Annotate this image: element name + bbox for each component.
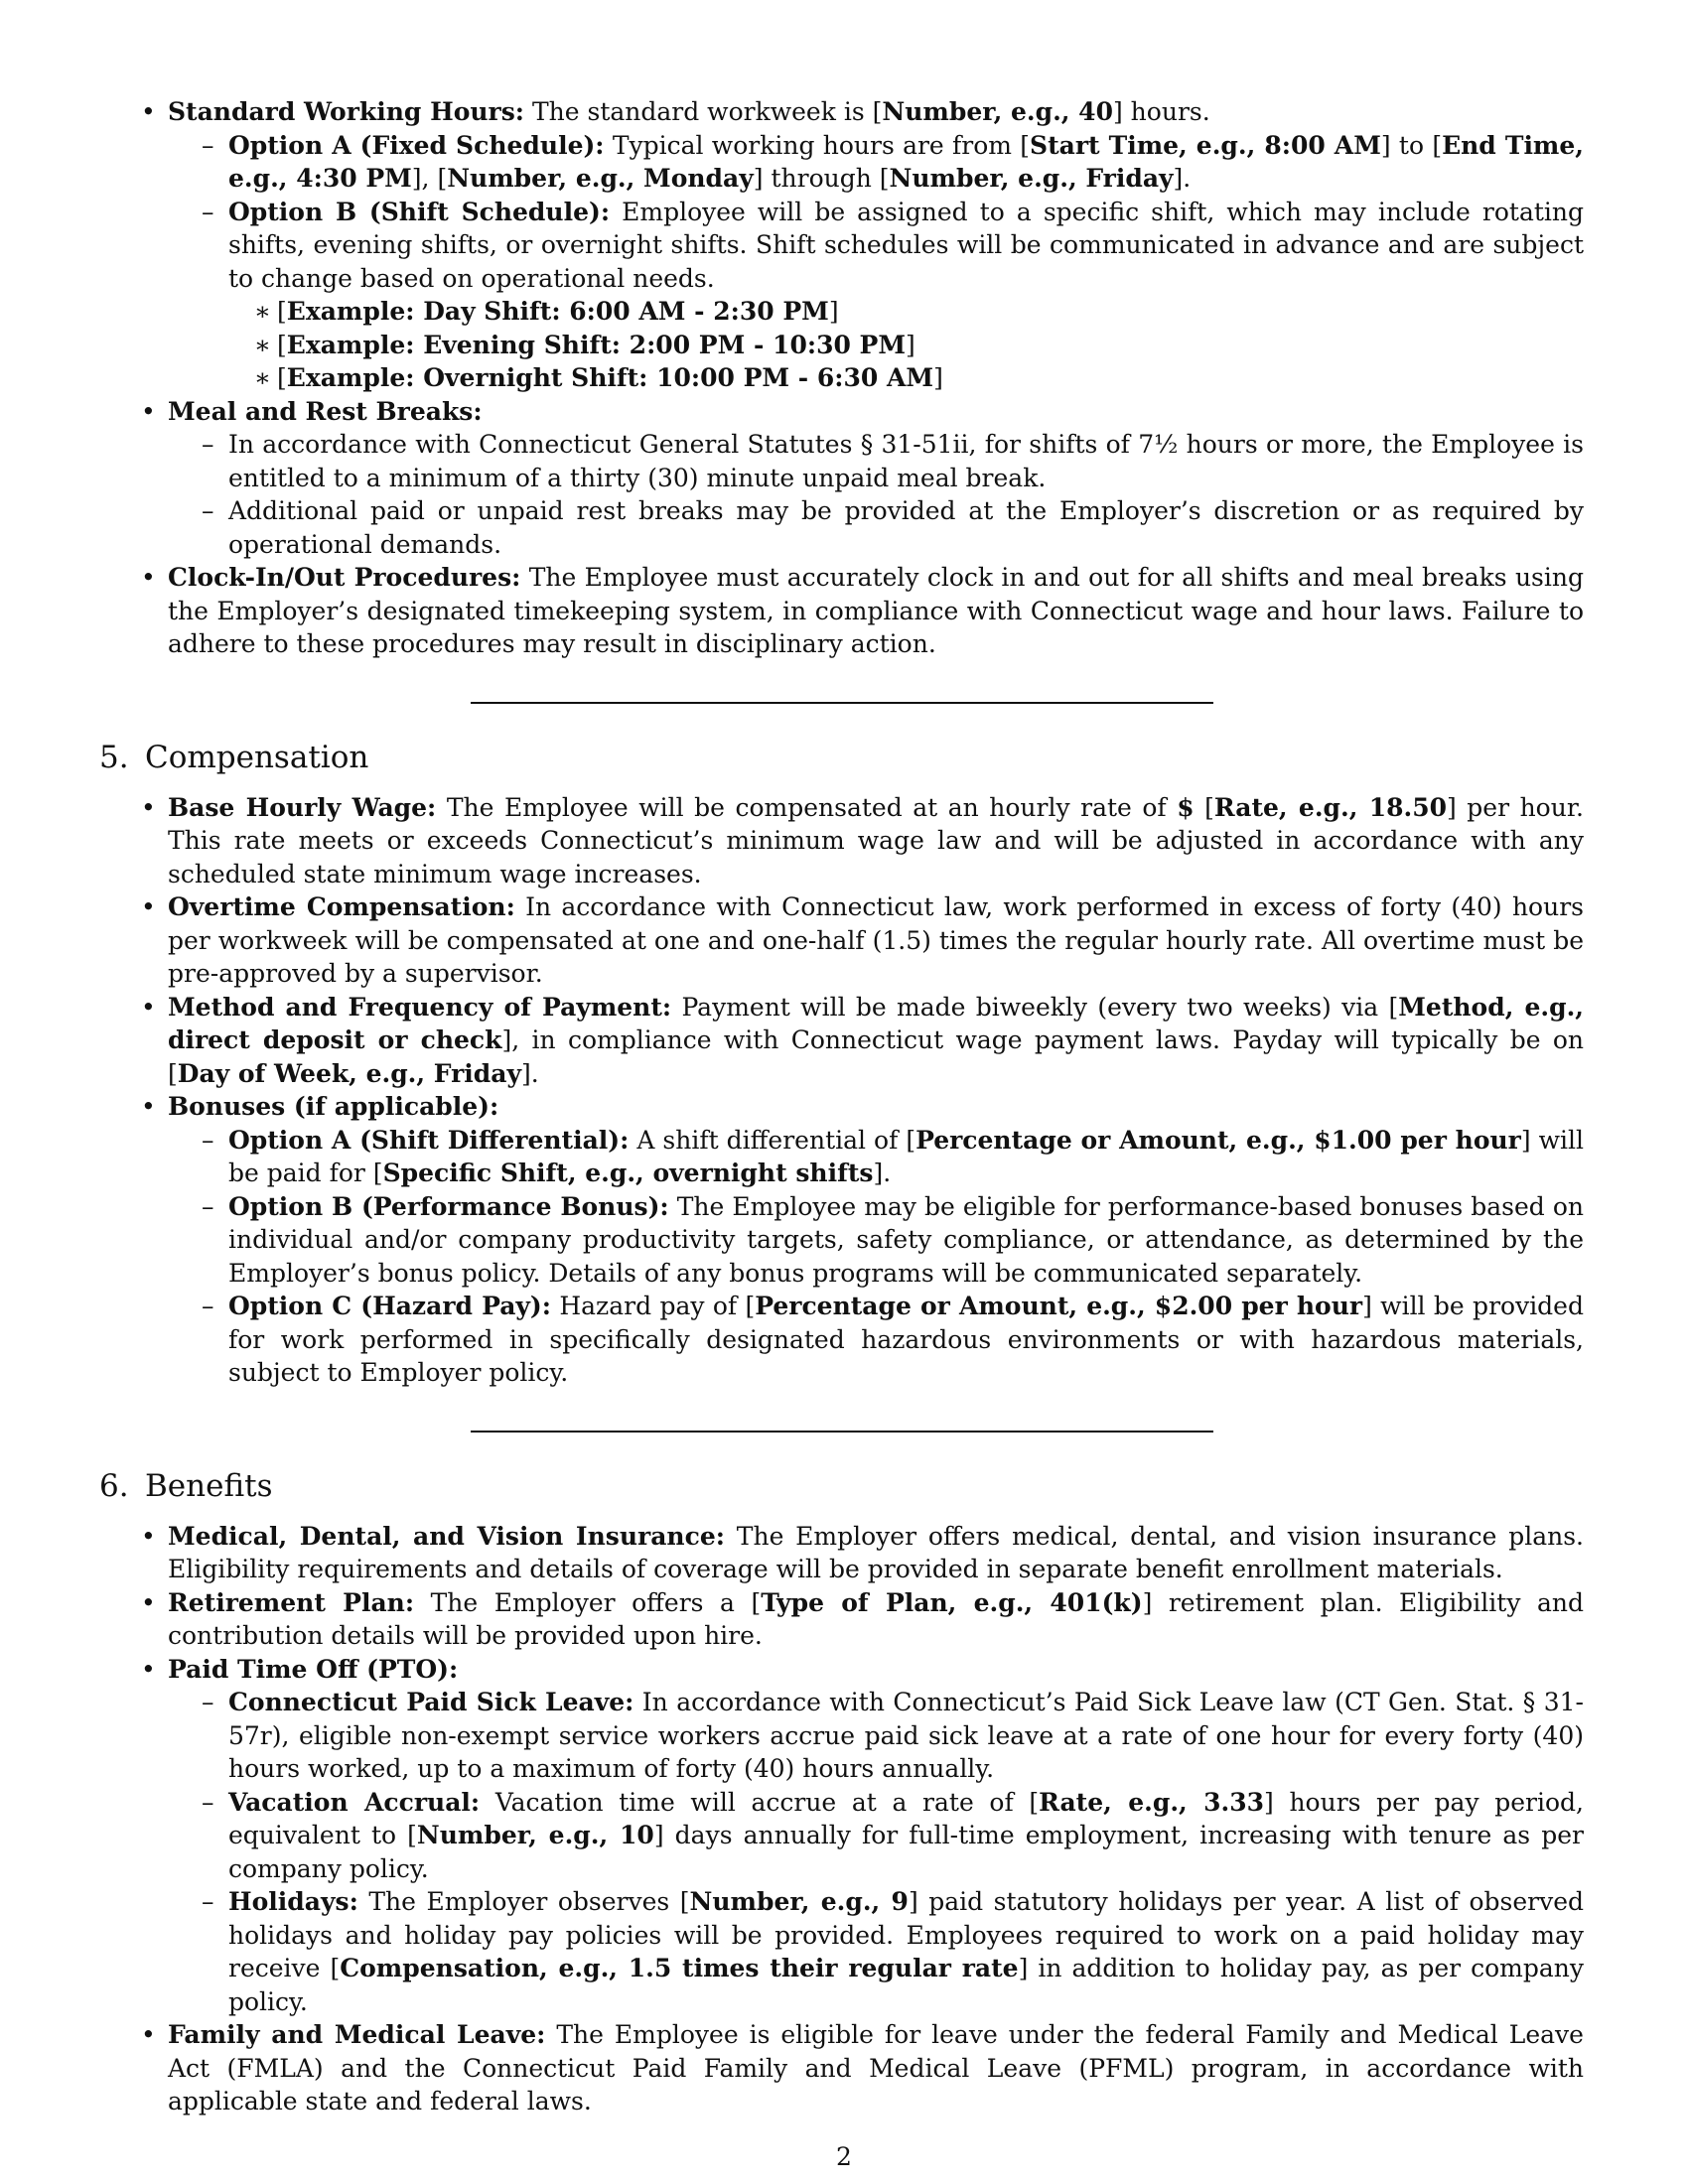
bullet-icon: • <box>141 1654 156 1684</box>
page-number: 2 <box>836 2142 852 2171</box>
list-item-pto: • Paid Time Off (PTO): – Connecticut Paid Sick Leave: In accordance with Connecticut’s Paid Sick Leave law (CT Gen. Stat. § 31-57r), eligible non-exempt service workers accrue paid sick leave at a rate of one hour for every forty (40) hours worked, up to a maximum of forty (40) hours annually. – Vacation Accrual: Vacation time will accrue at a rate of [Rate, e.g., 3.33] hours per pay period, equivalent to [Number, e.g., 10] days annually for full-time employment, increasing with tenure as per company policy. – Holidays: The Employer observes [Number, e.g., 9] paid statutory holidays per year. A list of observed holidays and holiday pay policies will be provided. Employees required to work on a paid holiday may receive [Compensation, e.g., 1.5 times their regular rate] in addition to holiday pay, as per company policy. <box>139 1653 1584 2019</box>
section-divider <box>471 1431 1213 1433</box>
dash-icon: – <box>202 1787 214 1817</box>
dash-icon: – <box>202 197 214 226</box>
section-divider <box>471 702 1213 704</box>
bullet-icon: • <box>141 396 156 426</box>
dash-icon: – <box>202 1887 214 1916</box>
bonus-options-list <box>200 1124 1584 1390</box>
list-item-bonus-option-c: – Option C (Hazard Pay): Hazard pay of [Percentage or Amount, e.g., $2.00 per hour] will be provided for work performed in specifically designated hazardous environments or with hazardous materials, subject to Employer policy. <box>202 1292 1584 1387</box>
bullet-icon: • <box>141 563 156 592</box>
bullet-icon: • <box>141 792 156 822</box>
bullet-icon: • <box>141 1092 156 1121</box>
hours-list <box>139 95 1584 661</box>
list-item-meal-break: – In accordance with Connecticut General Statutes § 31-51ii, for shifts of 7½ hours or more, the Employee is entitled to a minimum of a thirty (30) minute unpaid meal break. <box>202 430 1584 492</box>
bullet-icon: • <box>141 992 156 1022</box>
list-item-payment-method: • Method and Frequency of Payment: Payment will be made biweekly (every two weeks) via [Method, e.g., direct deposit or check], in compliance with Connecticut wage payment laws. Payday will typically be on [Day of Week, e.g., Friday]. <box>141 992 1584 1088</box>
list-item-rest-break: – Additional paid or unpaid rest breaks may be provided at the Employer’s discretion or as required by operational demands. <box>202 496 1584 559</box>
page-content <box>99 95 1585 2118</box>
bullet-icon: • <box>141 892 156 921</box>
benefits-list <box>139 1520 1584 2118</box>
list-item-holidays: – Holidays: The Employer observes [Number, e.g., 9] paid statutory holidays per year. A list of observed holidays and holiday pay policies will be provided. Employees required to work on a paid holiday may receive [Compensation, e.g., 1.5 times their regular rate] in addition to holiday pay, as per company policy. <box>202 1887 1584 2016</box>
section-heading-compensation: 5. Compensation <box>99 739 369 775</box>
list-item-bonus-option-b: – Option B (Performance Bonus): The Employee may be eligible for performance-based bonuses based on individual and/or company productivity targets, safety compliance, or attendance, as determined by the Employer’s bonus policy. Details of any bonus programs will be communicated separately. <box>202 1191 1584 1288</box>
list-item-bonus-option-a: – Option A (Shift Differential): A shift differential of [Percentage or Amount, e.g., $1.00 per hour] will be paid for [Specific Shift, e.g., overnight shifts]. <box>202 1125 1584 1187</box>
bullet-icon: • <box>141 97 156 126</box>
list-item-base-wage: • Base Hourly Wage: The Employee will be compensated at an hourly rate of $ [Rate, e.g., 18.50] per hour. This rate meets or exceeds Connecticut’s minimum wage law and will be adjusted in accordance with any scheduled state minimum wage increases. <box>141 792 1584 888</box>
bullet-icon: • <box>141 1587 156 1617</box>
list-item-shift-example: ∗ [Example: Overnight Shift: 10:00 PM - 6:30 AM] <box>250 361 1584 395</box>
dash-icon: – <box>202 1688 214 1716</box>
dash-icon: – <box>202 430 214 459</box>
list-item-shift-example: ∗ [Example: Day Shift: 6:00 AM - 2:30 PM] <box>250 295 1584 329</box>
bullet-icon: • <box>141 1521 156 1551</box>
shift-examples-list <box>250 295 1584 395</box>
dash-icon: – <box>202 1191 214 1221</box>
list-item-vacation: – Vacation Accrual: Vacation time will accrue at a rate of [Rate, e.g., 3.33] hours per pay period, equivalent to [Number, e.g., 10] days annually for full-time employment, increasing with tenure as per company policy. <box>202 1787 1584 1883</box>
list-item-bonuses: • Bonuses (if applicable): – Option A (Shift Differential): A shift differential of [Percentage or Amount, e.g., $1.00 per hour] will be paid for [Specific Shift, e.g., overnight shifts]. – Option B (Performance Bonus): The Employee may be eligible for performance-based bonuses based on individual and/or company productivity targets, safety compliance, or attendance, as determined by the Employer’s bonus policy. Details of any bonus programs will be communicated separately. – Option C (Hazard Pay): Hazard pay of [Percentage or Amount, e.g., $2.00 per hour] will be provided for work performed in specifically designated hazardous environments or with hazardous materials, subject to Employer policy. <box>139 1090 1584 1390</box>
list-item-standard-hours: • Standard Working Hours: The standard workweek is [Number, e.g., 40] hours. – Option A (Fixed Schedule): Typical working hours are from [Start Time, e.g., 8:00 AM] to [End Time, e.g., 4:30 PM], [Number, e.g., Monday] through [Number, e.g., Friday]. – Option B (Shift Schedule): Employee will be assigned to a specific shift, which may include rotating shifts, evening shifts, or overnight shifts. Shift schedules will be communicated in advance and are subject to change based on operational needs. ∗ [Example: Day Shift: 6:00 AM - 2:30 PM] ∗ [Example: Evening Shift: 2:00 PM - 10:30 PM] ∗ [Example: Overnight Shift: 10:00 PM - 6:30 AM] <box>139 95 1584 395</box>
dash-icon: – <box>202 496 214 525</box>
list-item-meal-breaks: • Meal and Rest Breaks: – In accordance with Connecticut General Statutes § 31-51ii, for shifts of 7½ hours or more, the Employee is entitled to a minimum of a thirty (30) minute unpaid meal break. – Additional paid or unpaid rest breaks may be provided at the Employer’s discretion or as required by operational demands. <box>139 395 1584 562</box>
list-item-sick-leave: – Connecticut Paid Sick Leave: In accordance with Connecticut’s Paid Sick Leave law (CT Gen. Stat. § 31-57r), eligible non-exempt service workers accrue paid sick leave at a rate of one hour for every forty (40) hours worked, up to a maximum of forty (40) hours annually. <box>202 1688 1585 1783</box>
schedule-options-list <box>200 129 1584 395</box>
dash-icon: – <box>202 1292 214 1320</box>
dash-icon: – <box>202 130 214 160</box>
list-item-option-b: – Option B (Shift Schedule): Employee will be assigned to a specific shift, which may include rotating shifts, evening shifts, or overnight shifts. Shift schedules will be communicated in advance and are subject to change based on operational needs. ∗ [Example: Day Shift: 6:00 AM - 2:30 PM] ∗ [Example: Evening Shift: 2:00 PM - 10:30 PM] ∗ [Example: Overnight Shift: 10:00 PM - 6:30 AM] <box>200 196 1584 395</box>
list-item-overtime: • Overtime Compensation: In accordance with Connecticut law, work performed in excess of forty (40) hours per workweek will be compensated at one and one-half (1.5) times the regular hourly rate. All overtime must be pre-approved by a supervisor. <box>141 892 1584 988</box>
list-item-clock-procedures: • Clock-In/Out Procedures: The Employee must accurately clock in and out for all shifts and meal breaks using the Employer’s designated timekeeping system, in compliance with Connecticut wage and hour laws. Failure to adhere to these procedures may result in disciplinary action. <box>141 563 1584 658</box>
compensation-list <box>139 791 1584 1390</box>
list-item-family-leave: • Family and Medical Leave: The Employee is eligible for leave under the federal Family and Medical Leave Act (FMLA) and the Connecticut Paid Family and Medical Leave (PFML) program, in accordance with applicable state and federal laws. <box>141 2020 1584 2116</box>
pto-list <box>200 1686 1584 2018</box>
list-item-option-a: – Option A (Fixed Schedule): Typical working hours are from [Start Time, e.g., 8:00 AM] to [End Time, e.g., 4:30 PM], [Number, e.g., Monday] through [Number, e.g., Friday]. <box>202 130 1584 193</box>
asterisk-icon: ∗ <box>254 363 271 392</box>
bullet-icon: • <box>141 2020 156 2049</box>
list-item-retirement: • Retirement Plan: The Employer offers a [Type of Plan, e.g., 401(k)] retirement plan. Eligibility and contribution details will be provided upon hire. <box>141 1587 1584 1650</box>
meal-breaks-list <box>200 428 1584 561</box>
section-heading-benefits: 6. Benefits <box>99 1467 273 1504</box>
list-item-shift-example: ∗ [Example: Evening Shift: 2:00 PM - 10:30 PM] <box>250 329 1584 362</box>
asterisk-icon: ∗ <box>254 330 271 359</box>
dash-icon: – <box>202 1125 214 1155</box>
asterisk-icon: ∗ <box>254 297 271 326</box>
list-item-insurance: • Medical, Dental, and Vision Insurance: The Employer offers medical, dental, and vision insurance plans. Eligibility requirements and details of coverage will be provided in separate benefit enrollment materials. <box>141 1521 1584 1583</box>
